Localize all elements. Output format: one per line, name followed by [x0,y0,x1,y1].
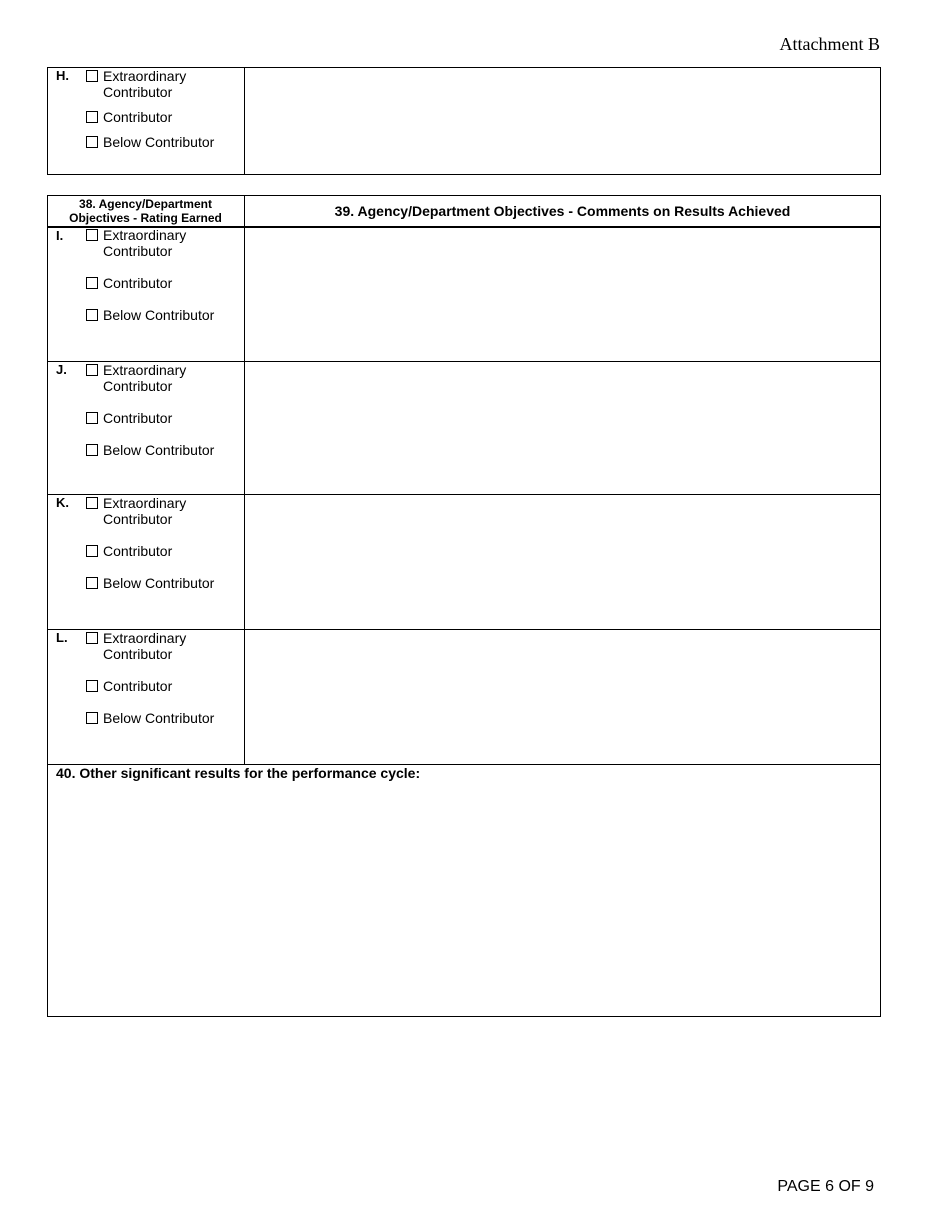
checkbox-extraordinary-l[interactable] [86,632,98,644]
extraordinary-contributor-option-j[interactable] [86,362,186,378]
option-label: Contributor [103,109,173,125]
row-letter-i: I. [56,228,64,243]
extraordinary-contributor-option-l[interactable] [86,630,186,646]
extraordinary-contributor-option-i[interactable] [86,227,186,243]
below-contributor-option-j[interactable] [86,442,214,458]
below-contributor-option-l[interactable] [86,710,214,726]
option-label-wrap: Contributor [103,84,173,100]
option-label: Below Contributor [103,575,215,591]
row-letter-k: K. [56,495,69,510]
option-label: Contributor [103,410,173,426]
option-label: Extraordinary [103,495,187,511]
checkbox-contributor-i[interactable] [86,277,98,289]
column-38-header-line1: 38. Agency/Department [79,197,212,211]
contributor-option-k[interactable] [86,543,172,559]
option-label: Below Contributor [103,710,215,726]
contributor-option-l[interactable] [86,678,172,694]
extraordinary-contributor-option-k[interactable] [86,495,186,511]
column-38-header [47,197,244,225]
option-label: Extraordinary [103,227,187,243]
option-label-wrap: Contributor [103,243,173,259]
checkbox-below-l[interactable] [86,712,98,724]
page-number: PAGE 6 OF 9 [777,1178,874,1195]
option-label: Below Contributor [103,134,215,150]
option-label-wrap: Contributor [103,511,173,527]
table-column-divider [244,195,245,765]
below-contributor-option-i[interactable] [86,307,214,323]
checkbox-extraordinary-k[interactable] [86,497,98,509]
checkbox-extraordinary-h[interactable] [86,70,98,82]
other-results-label: 40. Other significant results for the performance cycle: [56,765,421,781]
checkbox-contributor-k[interactable] [86,545,98,557]
contributor-option-h[interactable] [86,109,172,125]
checkbox-extraordinary-j[interactable] [86,364,98,376]
column-39-header: 39. Agency/Department Objectives - Comments on Results Achieved [334,203,791,219]
checkbox-below-k[interactable] [86,577,98,589]
checkbox-contributor-j[interactable] [86,412,98,424]
checkbox-contributor-l[interactable] [86,680,98,692]
option-label: Contributor [103,678,173,694]
section-h-divider [244,67,245,175]
row-letter-h: H. [56,68,69,83]
option-label: Contributor [103,543,173,559]
checkbox-contributor-h[interactable] [86,111,98,123]
attachment-label: Attachment B [779,34,880,54]
option-label: Contributor [103,275,173,291]
contributor-option-j[interactable] [86,410,172,426]
contributor-option-i[interactable] [86,275,172,291]
checkbox-below-j[interactable] [86,444,98,456]
row-letter-j: J. [56,362,67,377]
option-label-wrap: Contributor [103,646,173,662]
option-label: Extraordinary [103,362,187,378]
option-label: Extraordinary [103,630,187,646]
option-label: Extraordinary [103,68,187,84]
below-contributor-option-h[interactable] [86,134,214,150]
below-contributor-option-k[interactable] [86,575,214,591]
option-label-wrap: Contributor [103,378,173,394]
column-38-header-line2: Objectives - Rating Earned [69,211,222,225]
row-letter-l: L. [56,630,68,645]
checkbox-below-h[interactable] [86,136,98,148]
checkbox-below-i[interactable] [86,309,98,321]
checkbox-extraordinary-i[interactable] [86,229,98,241]
option-label: Below Contributor [103,442,215,458]
extraordinary-contributor-option-h[interactable] [86,68,186,84]
option-label: Below Contributor [103,307,215,323]
